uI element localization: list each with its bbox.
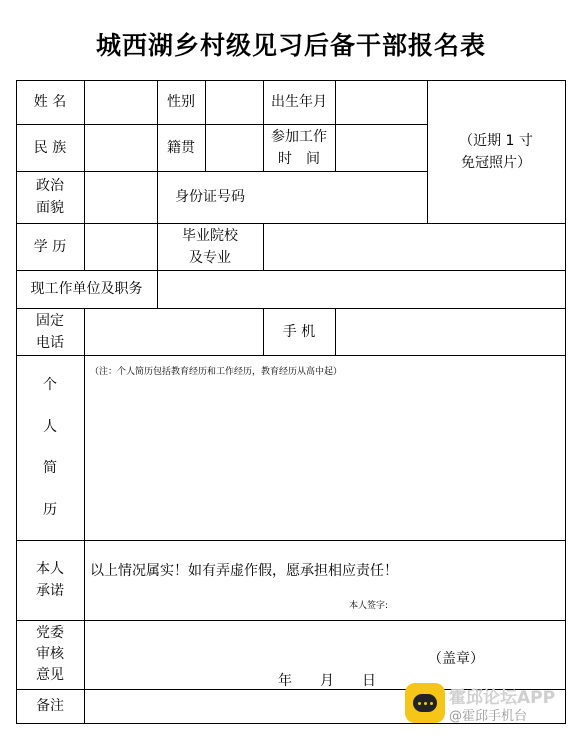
form-title: 城西湖乡村级见习后备干部报名表 <box>95 31 486 60</box>
seal-label: （盖章） <box>428 651 484 667</box>
resume-note: （注：个人简历包括教育经历和工作经历，教育经历从高中起） <box>90 367 343 377</box>
native-place-field[interactable] <box>205 124 263 171</box>
party-review-field[interactable] <box>84 622 414 668</box>
resume-char2: 人 <box>43 418 57 435</box>
promise-line1: 本人 <box>36 561 64 577</box>
party-line2: 审核 <box>36 646 64 662</box>
birth-field[interactable] <box>335 80 427 124</box>
resume-label <box>16 355 84 540</box>
work-time-field[interactable] <box>335 124 427 171</box>
school-label <box>157 223 263 270</box>
remarks-field[interactable] <box>84 689 404 723</box>
politics-label <box>16 171 84 223</box>
gender-field[interactable] <box>205 80 263 124</box>
photo-hint-line1: （近期 1 寸 <box>459 132 533 149</box>
resume-field[interactable] <box>84 380 565 540</box>
phone-line1: 固定 <box>36 312 64 329</box>
app-watermark <box>405 683 575 727</box>
name-field[interactable] <box>84 80 157 124</box>
school-line1: 毕业院校 <box>182 227 238 244</box>
education-field[interactable] <box>84 223 157 270</box>
resume-char1: 个 <box>43 377 57 394</box>
watermark-line2: @霍邱手机台 <box>449 709 528 724</box>
promise-statement: 以上情况属实！如有弄虚作假，愿承担相应责任！ <box>90 563 398 579</box>
signature-field[interactable] <box>400 592 560 614</box>
ethnicity-field[interactable] <box>84 124 157 171</box>
phone-label <box>16 308 84 355</box>
party-line3: 意见 <box>36 667 64 683</box>
work-time-line1: 参加工作 <box>271 128 327 145</box>
resume-char3: 简 <box>43 460 57 477</box>
mobile-field[interactable] <box>335 308 565 355</box>
party-review-label <box>16 620 84 689</box>
gender-label: 性别 <box>167 94 195 110</box>
remarks-label: 备注 <box>36 698 64 714</box>
current-job-field[interactable] <box>157 270 565 308</box>
ethnicity-label: 民 族 <box>33 139 67 156</box>
name-label: 姓 名 <box>33 94 67 110</box>
signature-label: 本人签字: <box>349 601 389 611</box>
mobile-label: 手 机 <box>282 323 316 340</box>
native-place-label: 籍贯 <box>167 139 195 156</box>
chat-bubble-icon <box>405 683 445 723</box>
education-label: 学 历 <box>33 238 67 255</box>
photo-box[interactable] <box>427 80 565 223</box>
work-time-label <box>263 124 335 171</box>
id-number-field[interactable] <box>263 171 427 223</box>
watermark-line1: 霍邱论坛APP <box>449 688 556 708</box>
school-field[interactable] <box>263 223 565 270</box>
photo-hint-line2: 免冠照片） <box>461 154 531 171</box>
politics-field[interactable] <box>84 171 157 223</box>
politics-line2: 面貌 <box>36 200 64 216</box>
work-time-line2: 时 间 <box>278 150 320 167</box>
promise-label <box>16 540 84 620</box>
date-label: 年 月 日 <box>278 673 376 689</box>
phone-line2: 电话 <box>36 334 64 351</box>
resume-char4: 历 <box>43 501 57 518</box>
politics-line1: 政治 <box>36 178 64 194</box>
school-line2: 及专业 <box>189 249 231 266</box>
id-number-label: 身份证号码 <box>175 189 245 205</box>
phone-field[interactable] <box>84 308 263 355</box>
party-line1: 党委 <box>36 625 64 641</box>
current-job-label: 现工作单位及职务 <box>30 281 143 297</box>
birth-label: 出生年月 <box>271 94 327 110</box>
promise-line2: 承诺 <box>36 583 64 599</box>
